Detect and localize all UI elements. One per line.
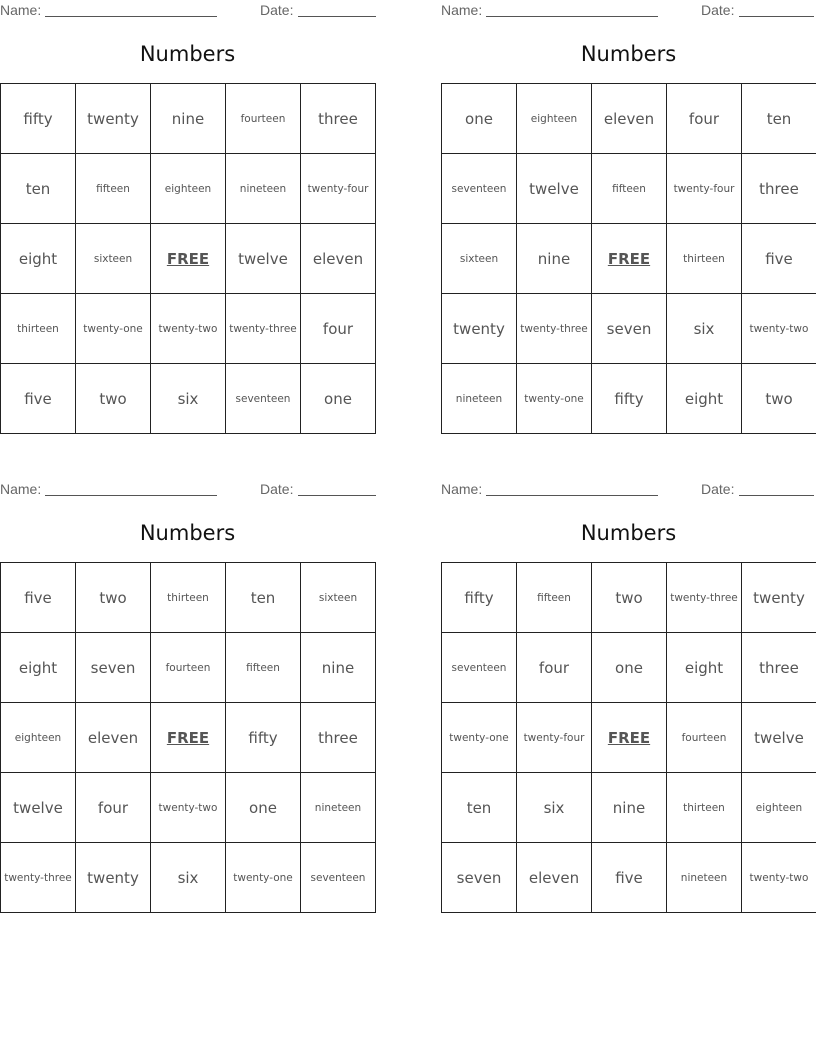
bingo-cell: nine bbox=[592, 773, 667, 843]
bingo-cell: thirteen bbox=[667, 224, 742, 294]
bingo-cell: four bbox=[76, 773, 151, 843]
bingo-cell: five bbox=[592, 843, 667, 913]
bingo-cell: twenty-one bbox=[226, 843, 301, 913]
bingo-cell: seventeen bbox=[442, 633, 517, 703]
bingo-cell: twenty-two bbox=[742, 294, 816, 364]
date-line bbox=[298, 16, 376, 17]
bingo-cell: two bbox=[592, 563, 667, 633]
grid-row bbox=[1, 294, 376, 364]
grid-row bbox=[442, 633, 816, 703]
bingo-cell: ten bbox=[1, 154, 76, 224]
bingo-cell: nineteen bbox=[301, 773, 376, 843]
bingo-cell: fourteen bbox=[226, 84, 301, 154]
bingo-cell: two bbox=[76, 563, 151, 633]
bingo-cell: twelve bbox=[226, 224, 301, 294]
bingo-cell: twenty-three bbox=[226, 294, 301, 364]
bingo-cell: three bbox=[742, 633, 816, 703]
bingo-card-2 bbox=[441, 0, 816, 434]
bingo-cell: nine bbox=[301, 633, 376, 703]
card-header bbox=[0, 479, 375, 499]
bingo-card-4 bbox=[441, 479, 816, 913]
bingo-card-1 bbox=[0, 0, 375, 434]
bingo-cell: two bbox=[742, 364, 816, 434]
bingo-cell: twenty-one bbox=[517, 364, 592, 434]
bingo-grid bbox=[0, 562, 376, 913]
bingo-cell: six bbox=[151, 364, 226, 434]
bingo-cell: eight bbox=[1, 224, 76, 294]
bingo-cell: five bbox=[1, 364, 76, 434]
bingo-cell-free: FREE bbox=[151, 224, 226, 294]
bingo-cell: one bbox=[592, 633, 667, 703]
bingo-cell: twenty-three bbox=[1, 843, 76, 913]
grid-row bbox=[1, 633, 376, 703]
name-label: Name: bbox=[441, 481, 483, 497]
bingo-cell: ten bbox=[742, 84, 816, 154]
bingo-cell: thirteen bbox=[667, 773, 742, 843]
grid-row bbox=[1, 563, 376, 633]
bingo-cell: eighteen bbox=[517, 84, 592, 154]
bingo-cell: eleven bbox=[76, 703, 151, 773]
grid-row bbox=[1, 364, 376, 434]
bingo-cell: nineteen bbox=[442, 364, 517, 434]
grid-row bbox=[1, 703, 376, 773]
bingo-cell: ten bbox=[226, 563, 301, 633]
bingo-cell: eleven bbox=[301, 224, 376, 294]
bingo-cell: five bbox=[1, 563, 76, 633]
grid-row bbox=[1, 773, 376, 843]
bingo-cell: twelve bbox=[517, 154, 592, 224]
date-line bbox=[739, 495, 814, 496]
bingo-grid bbox=[0, 83, 376, 434]
bingo-cell: four bbox=[667, 84, 742, 154]
name-line bbox=[45, 495, 217, 496]
bingo-cell: thirteen bbox=[1, 294, 76, 364]
bingo-cell: fifteen bbox=[517, 563, 592, 633]
bingo-cell: ten bbox=[442, 773, 517, 843]
bingo-cell: twenty-four bbox=[667, 154, 742, 224]
bingo-cell: five bbox=[742, 224, 816, 294]
bingo-cell: twenty-two bbox=[151, 294, 226, 364]
bingo-cell: four bbox=[517, 633, 592, 703]
bingo-cell: one bbox=[226, 773, 301, 843]
card-title: Numbers bbox=[580, 521, 677, 545]
bingo-cell: one bbox=[442, 84, 517, 154]
name-line bbox=[45, 16, 217, 17]
bingo-cell: twenty bbox=[442, 294, 517, 364]
date-label: Date: bbox=[260, 2, 294, 18]
bingo-cell: eleven bbox=[592, 84, 667, 154]
name-label: Name: bbox=[441, 2, 483, 18]
bingo-cell: eight bbox=[667, 364, 742, 434]
bingo-cell: six bbox=[151, 843, 226, 913]
grid-row bbox=[442, 843, 816, 913]
bingo-cell: twenty-two bbox=[742, 843, 816, 913]
bingo-grid bbox=[441, 83, 816, 434]
grid-row bbox=[1, 154, 376, 224]
bingo-cell: fifteen bbox=[592, 154, 667, 224]
card-title: Numbers bbox=[139, 42, 236, 66]
bingo-cell: nineteen bbox=[667, 843, 742, 913]
bingo-cell: sixteen bbox=[301, 563, 376, 633]
bingo-cell: nine bbox=[517, 224, 592, 294]
bingo-cell: eleven bbox=[517, 843, 592, 913]
date-label: Date: bbox=[260, 481, 294, 497]
date-label: Date: bbox=[701, 481, 735, 497]
bingo-cell: thirteen bbox=[151, 563, 226, 633]
bingo-cell: sixteen bbox=[442, 224, 517, 294]
bingo-cell: twenty bbox=[76, 84, 151, 154]
bingo-cell: seven bbox=[442, 843, 517, 913]
grid-row bbox=[442, 224, 816, 294]
grid-row bbox=[442, 773, 816, 843]
bingo-cell: seventeen bbox=[301, 843, 376, 913]
bingo-cell: twenty-three bbox=[667, 563, 742, 633]
bingo-grid bbox=[441, 562, 816, 913]
bingo-cell: seven bbox=[76, 633, 151, 703]
bingo-cell: eighteen bbox=[742, 773, 816, 843]
bingo-cell: one bbox=[301, 364, 376, 434]
bingo-cell: twenty-three bbox=[517, 294, 592, 364]
bingo-cell: fifty bbox=[592, 364, 667, 434]
grid-row bbox=[1, 224, 376, 294]
bingo-cell: eight bbox=[1, 633, 76, 703]
bingo-cell: sixteen bbox=[76, 224, 151, 294]
bingo-cell: fifty bbox=[1, 84, 76, 154]
bingo-cell: fourteen bbox=[151, 633, 226, 703]
date-line bbox=[739, 16, 814, 17]
bingo-cell-free: FREE bbox=[151, 703, 226, 773]
bingo-cell: eighteen bbox=[151, 154, 226, 224]
bingo-cell-free: FREE bbox=[592, 703, 667, 773]
date-label: Date: bbox=[701, 2, 735, 18]
bingo-cell: nine bbox=[151, 84, 226, 154]
grid-row bbox=[442, 294, 816, 364]
name-label: Name: bbox=[0, 481, 42, 497]
card-header bbox=[441, 479, 816, 499]
bingo-cell: three bbox=[301, 84, 376, 154]
grid-row bbox=[442, 563, 816, 633]
bingo-cell: fifteen bbox=[76, 154, 151, 224]
bingo-cell: twelve bbox=[1, 773, 76, 843]
bingo-cell: fifty bbox=[442, 563, 517, 633]
bingo-cell: seventeen bbox=[226, 364, 301, 434]
card-title: Numbers bbox=[139, 521, 236, 545]
bingo-cell: twelve bbox=[742, 703, 816, 773]
bingo-cell: nineteen bbox=[226, 154, 301, 224]
bingo-cell: eighteen bbox=[1, 703, 76, 773]
bingo-cell: twenty bbox=[76, 843, 151, 913]
bingo-cell: six bbox=[667, 294, 742, 364]
bingo-cell: twenty-four bbox=[517, 703, 592, 773]
bingo-cell: two bbox=[76, 364, 151, 434]
grid-row bbox=[442, 84, 816, 154]
card-title: Numbers bbox=[580, 42, 677, 66]
card-header bbox=[0, 0, 375, 20]
grid-row bbox=[442, 703, 816, 773]
bingo-cell: twenty bbox=[742, 563, 816, 633]
bingo-cell: fifteen bbox=[226, 633, 301, 703]
grid-row bbox=[1, 84, 376, 154]
bingo-cell: eight bbox=[667, 633, 742, 703]
bingo-cell: seventeen bbox=[442, 154, 517, 224]
bingo-cell: four bbox=[301, 294, 376, 364]
grid-row bbox=[1, 843, 376, 913]
bingo-cell: twenty-one bbox=[76, 294, 151, 364]
card-header bbox=[441, 0, 816, 20]
name-line bbox=[486, 16, 658, 17]
bingo-card-3 bbox=[0, 479, 375, 913]
bingo-cell: fourteen bbox=[667, 703, 742, 773]
grid-row bbox=[442, 154, 816, 224]
bingo-cell-free: FREE bbox=[592, 224, 667, 294]
name-line bbox=[486, 495, 658, 496]
bingo-cell: twenty-four bbox=[301, 154, 376, 224]
grid-row bbox=[442, 364, 816, 434]
bingo-cell: twenty-two bbox=[151, 773, 226, 843]
date-line bbox=[298, 495, 376, 496]
bingo-cell: fifty bbox=[226, 703, 301, 773]
bingo-cell: twenty-one bbox=[442, 703, 517, 773]
name-label: Name: bbox=[0, 2, 42, 18]
bingo-cell: seven bbox=[592, 294, 667, 364]
bingo-cell: three bbox=[742, 154, 816, 224]
bingo-cell: three bbox=[301, 703, 376, 773]
bingo-cell: six bbox=[517, 773, 592, 843]
